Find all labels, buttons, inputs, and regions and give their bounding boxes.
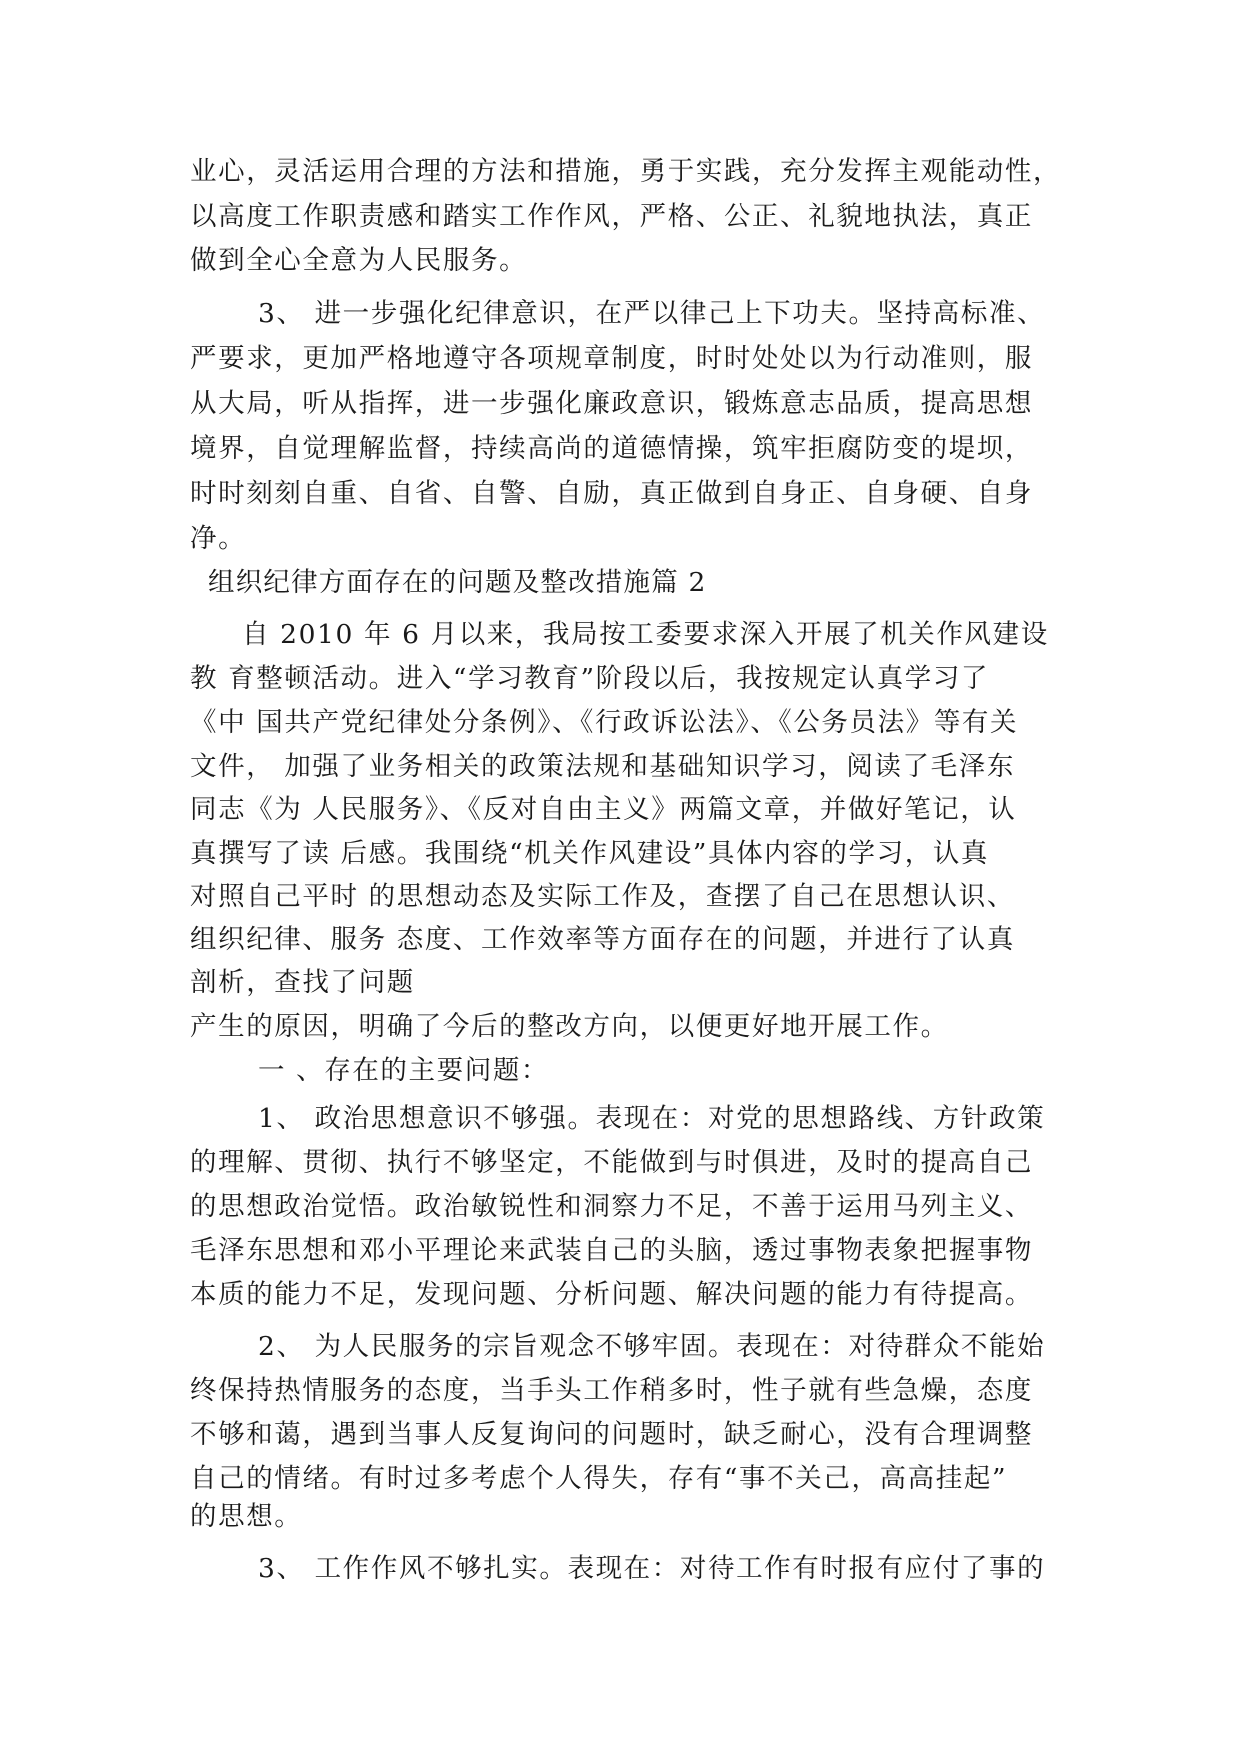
text-line: 净。 — [190, 523, 247, 554]
text-line: 组织纪律、服务 态度、工作效率等方面存在的问题，并进行了认真 — [190, 924, 1015, 955]
text-line: 的理解、贯彻、执行不够坚定，不能做到与时俱进，及时的提高自己 — [190, 1147, 1033, 1178]
text-line: 自 2010 年 6 月以来，我局按工委要求深入开展了机关作风建设 — [242, 619, 1049, 650]
section-heading: 组织纪律方面存在的问题及整改措施篇 2 — [208, 567, 707, 598]
text-line: 业心，灵活运用合理的方法和措施，勇于实践，充分发挥主观能动性， — [190, 156, 1062, 187]
text-line: 3、 进一步强化纪律意识，在严以律己上下功夫。坚持高标准、 — [258, 298, 1046, 329]
text-line: 终保持热情服务的态度，当手头工作稍多时，性子就有些急燥，态度 — [190, 1375, 1033, 1406]
subsection-heading: 一 、存在的主要问题： — [258, 1055, 550, 1086]
text-line: 严要求，更加严格地遵守各项规章制度，时时处处以为行动准则，服 — [190, 343, 1033, 374]
text-line: 以高度工作职责感和踏实工作作风，严格、公正、礼貌地执法，真正 — [190, 201, 1033, 232]
text-line: 产生的原因，明确了今后的整改方向，以便更好地开展工作。 — [190, 1011, 949, 1042]
text-line: 真撰写了读 后感。我围绕“机关作风建设”具体内容的学习，认真 — [190, 838, 990, 869]
text-line: 从大局，听从指挥，进一步强化廉政意识，锻炼意志品质，提高思想 — [190, 388, 1033, 419]
text-line: 自己的情绪。有时过多考虑个人得失，存有“事不关己，高高挂起” — [190, 1463, 1008, 1494]
text-line: 毛泽东思想和邓小平理论来武装自己的头脑，透过事物表象把握事物 — [190, 1235, 1033, 1266]
text-line: 时时刻刻自重、自省、自警、自励，真正做到自身正、自身硬、自身 — [190, 478, 1033, 509]
text-line: 1、 政治思想意识不够强。表现在：对党的思想路线、方针政策 — [258, 1103, 1046, 1134]
text-line: 的思想政治觉悟。政治敏锐性和洞察力不足，不善于运用马列主义、 — [190, 1191, 1033, 1222]
text-line: 教 育整顿活动。进入“学习教育”阶段以后，我按规定认真学习了 — [190, 663, 990, 694]
text-line: 同志《为 人民服务》、《反对自由主义》两篇文章，并做好笔记，认 — [190, 794, 1017, 825]
text-line: 的思想。 — [190, 1501, 303, 1532]
text-line: 2、 为人民服务的宗旨观念不够牢固。表现在：对待群众不能始 — [258, 1331, 1046, 1362]
text-line: 《中 国共产党纪律处分条例》、《行政诉讼法》、《公务员法》等有关 — [190, 707, 1019, 738]
text-line: 3、 工作作风不够扎实。表现在：对待工作有时报有应付了事的 — [258, 1553, 1046, 1584]
text-line: 本质的能力不足，发现问题、分析问题、解决问题的能力有待提高。 — [190, 1279, 1033, 1310]
text-line: 做到全心全意为人民服务。 — [190, 245, 528, 276]
text-line: 剖析，查找了问题 — [190, 967, 415, 998]
text-line: 不够和蔼，遇到当事人反复询问的问题时，缺乏耐心，没有合理调整 — [190, 1419, 1033, 1450]
text-line: 境界，自觉理解监督，持续高尚的道德情操，筑牢拒腐防变的堤坝， — [190, 433, 1033, 464]
text-line: 文件， 加强了业务相关的政策法规和基础知识学习，阅读了毛泽东 — [190, 751, 1015, 782]
text-line: 对照自己平时 的思想动态及实际工作及，查摆了自己在思想认识、 — [190, 881, 1015, 912]
